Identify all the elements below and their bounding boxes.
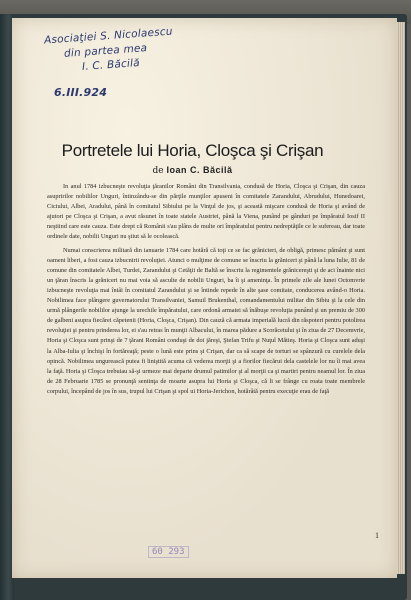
- page-number: 1: [375, 531, 379, 540]
- paragraph: Numai conscrierea militară din ianuarie 1784 care hotără că toţi ce se fac grănicieri, de obligă, primesc pământ şi sunt oameni liberi, a fost cauza izbucnirii revoluţiei. Atunci o mulţime de comune se înscriu la grăniceri şi până la luna Iulie, 81 de comune din comitatele Albei, Turdei, Zarandului şi Cetăţii de Baltă se înscriu la regimentele grănicereşti şi de aci înainte nici un ţăran înscris la grăniceri nu mai voia să asculte de nobilii Unguri, ba îi şi ameninţa. În primele zile ale lunei Octomvrie izbucneşte revoluţia mai întâi în comitatul Zarandului şi se întinde repede în alte şase comitate, conducerea având-o Horia. Nobilimea face plângere guvernatorului Transilvaniei, Samuil Brukenthal, comandamentului militar din Sibiu şi la cele din urmă plângerile nobililor ajunge la urechile împăratului, care ordonă armatei să înăbuşe revoluţia punând şi un premiu de 300 de galbeni asupra fiecărei căpetenii (Horia, Cloşca, Crişan). Din cauză că armata imperială lucră din răspoteri pentru potolirea revoluţiei şi pentru prinderea lor, ei s'au retras în munţii Albacului, în marea pădure a Scorăcetului şi în ziua de 27 Decemvrie, Horia şi Cloşca sunt prinşi de 7 ţărani Români conduşi de doi jăreşi, Ştefan Trifu şi Nuţul Mătieş. Horia şi Cloşca sunt aduşi la Alba-Iulia şi închişi în fortăreaţă; peste o lună este prins şi Crişan, dar ca să scape de torturi se spânzură cu curelele dela opincă. Nobilimea ungurească putea fi liniştită acuma că vederea morţii şi a fiorilor fiecărui dela castelele lor nu îi mai avea la faţă. Horia şi Cloşca trebuiau să-şi urmeze mai departe drumul patimilor şi al morţii ca şi martiri pentru neamul lor. În ziua de 28 Februarie 1785 se pronunţă sentinţa de moarte asupra lui Horia şi Cloşca, că li se frânge cu roata toate membrele corpului, începând de jos în sus, trupul lui Crişan şi spol ui Horia-Jerichon, hotărâtă pentru execuţie erau de faţă: [47, 246, 365, 395]
- handwritten-dedication-line: din partea mea: [63, 42, 148, 60]
- handwritten-date: 6.III.924: [54, 86, 108, 99]
- handwritten-signature: I. C. Băcilă: [81, 56, 141, 74]
- byline: [20, 165, 365, 176]
- author-name: Ioan C. Băcilă: [166, 165, 233, 175]
- handwritten-dedication-line: Asociaţiei S. Nicolaescu: [43, 25, 174, 47]
- library-stamp: 60 293: [148, 546, 189, 558]
- byline-prefix: de: [152, 166, 164, 176]
- page-edges: [397, 22, 405, 574]
- document-body: [47, 182, 365, 397]
- document-title: Portretele lui Horia, Cloşca şi Crişan: [61, 141, 324, 160]
- paragraph: In anul 1784 izbucneşte revoluţia ţăranilor Români din Transilvania, condusă de Horia, Cloşca şi Crişan, din cauza asupririlor nobililor Unguri, întinzându-se din părţile munţilor apuseni în comitatele Zarandului, Abrudului, Hunedoarei, Ciciului, Albei, Aradului, până în comitatul Sibiului pe la Vinţul de jos, şi această mişcare condusă de Horia şi având de ajutori pe Cloşca şi Crişan, a avut răsunet în toate statele Austriei, până la Viena, punând pe gânduri pe împăratul Iosif II neştiind care este cauza. Este drept că Românii s'au plâns de multe ori împăratului pentru nedreptăţile ce le sufereau, dar toate ordinele date, nobilii Unguri nu ştiut să le ocolească.: [47, 183, 365, 241]
